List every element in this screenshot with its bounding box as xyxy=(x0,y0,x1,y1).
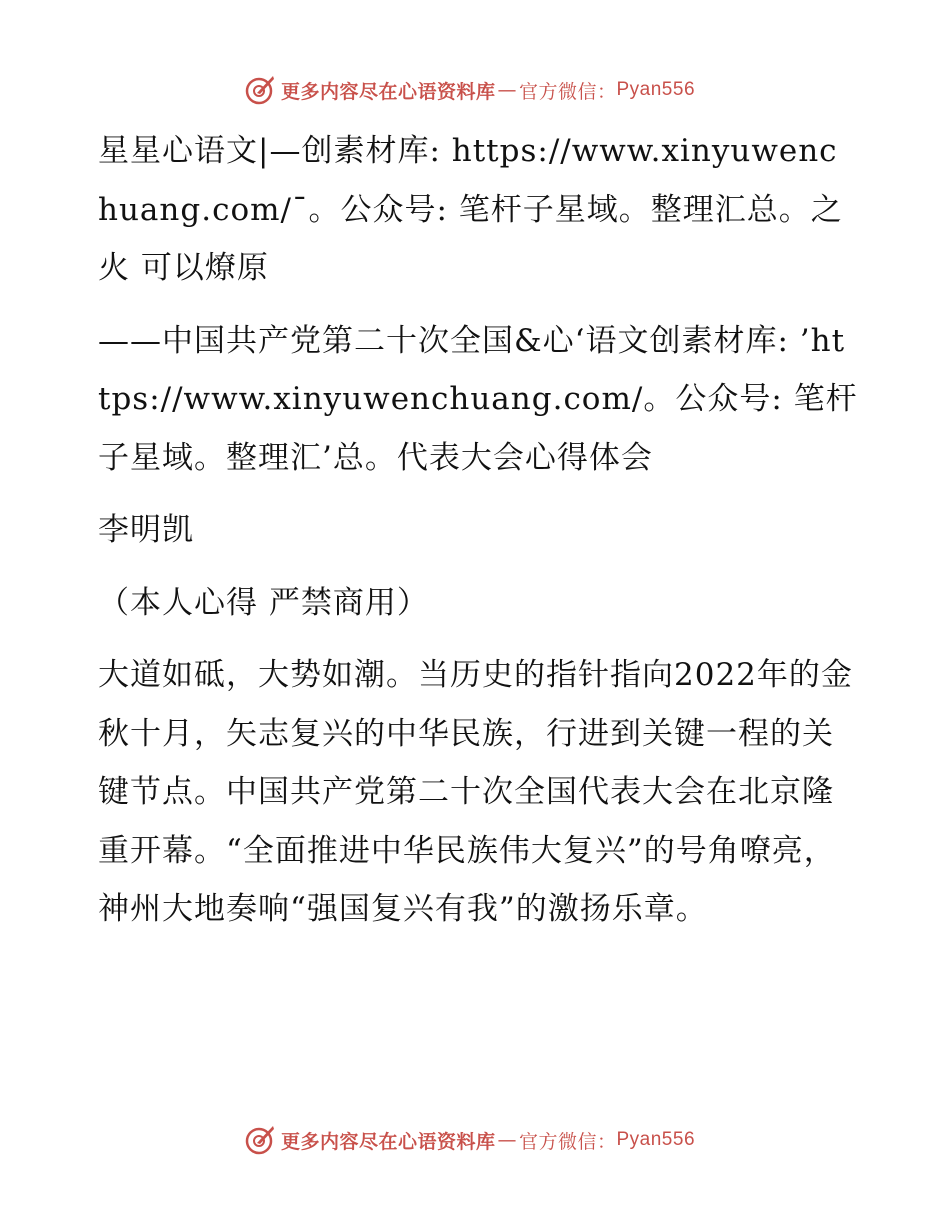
watermark-sub-text: 官方微信： xyxy=(518,1130,617,1153)
document-body xyxy=(98,122,858,939)
header-watermark xyxy=(0,70,950,110)
quill-circle-icon xyxy=(243,73,277,107)
paragraph-header-line: 星星心语文|—创素材库: https://www.xinyuwenchuang.com/¯。公众号: 笔杆子星域。整理汇总。之火 可以燎原 xyxy=(98,133,843,286)
watermark-id: Pyan556 xyxy=(616,1129,696,1150)
paragraph-body: 大道如砥，大势如潮。当历史的指针指向2022年的金秋十月，矢志复兴的中华民族，行进到关键一程的关键节点。中国共产党第二十次全国代表大会在北京隆重开幕。“全面推进中华民族伟大复兴”的号角嘹亮，神州大地奏响“强国复兴有我”的激扬乐章。 xyxy=(98,657,853,927)
watermark-main-text: 更多内容尽在心语资料库 xyxy=(280,80,496,103)
paragraph-note: （本人心得 严禁商用） xyxy=(98,584,429,621)
watermark-id: Pyan556 xyxy=(616,79,696,100)
watermark-dash: — xyxy=(497,79,517,101)
quill-circle-icon xyxy=(243,1123,277,1157)
footer-watermark xyxy=(0,1120,950,1160)
watermark-main-text: 更多内容尽在心语资料库 xyxy=(280,1130,496,1153)
watermark-sub-text: 官方微信： xyxy=(518,80,617,103)
watermark-dash: — xyxy=(497,1129,517,1151)
paragraph-author: 李明凯 xyxy=(98,512,194,548)
paragraph-title: ——中国共产党第二十次全国&心‘语文创素材库: ’https://www.xinyuwenchuang.com/。公众号: 笔杆子星域。整理汇’总。代表大会心得体会 xyxy=(98,322,858,476)
